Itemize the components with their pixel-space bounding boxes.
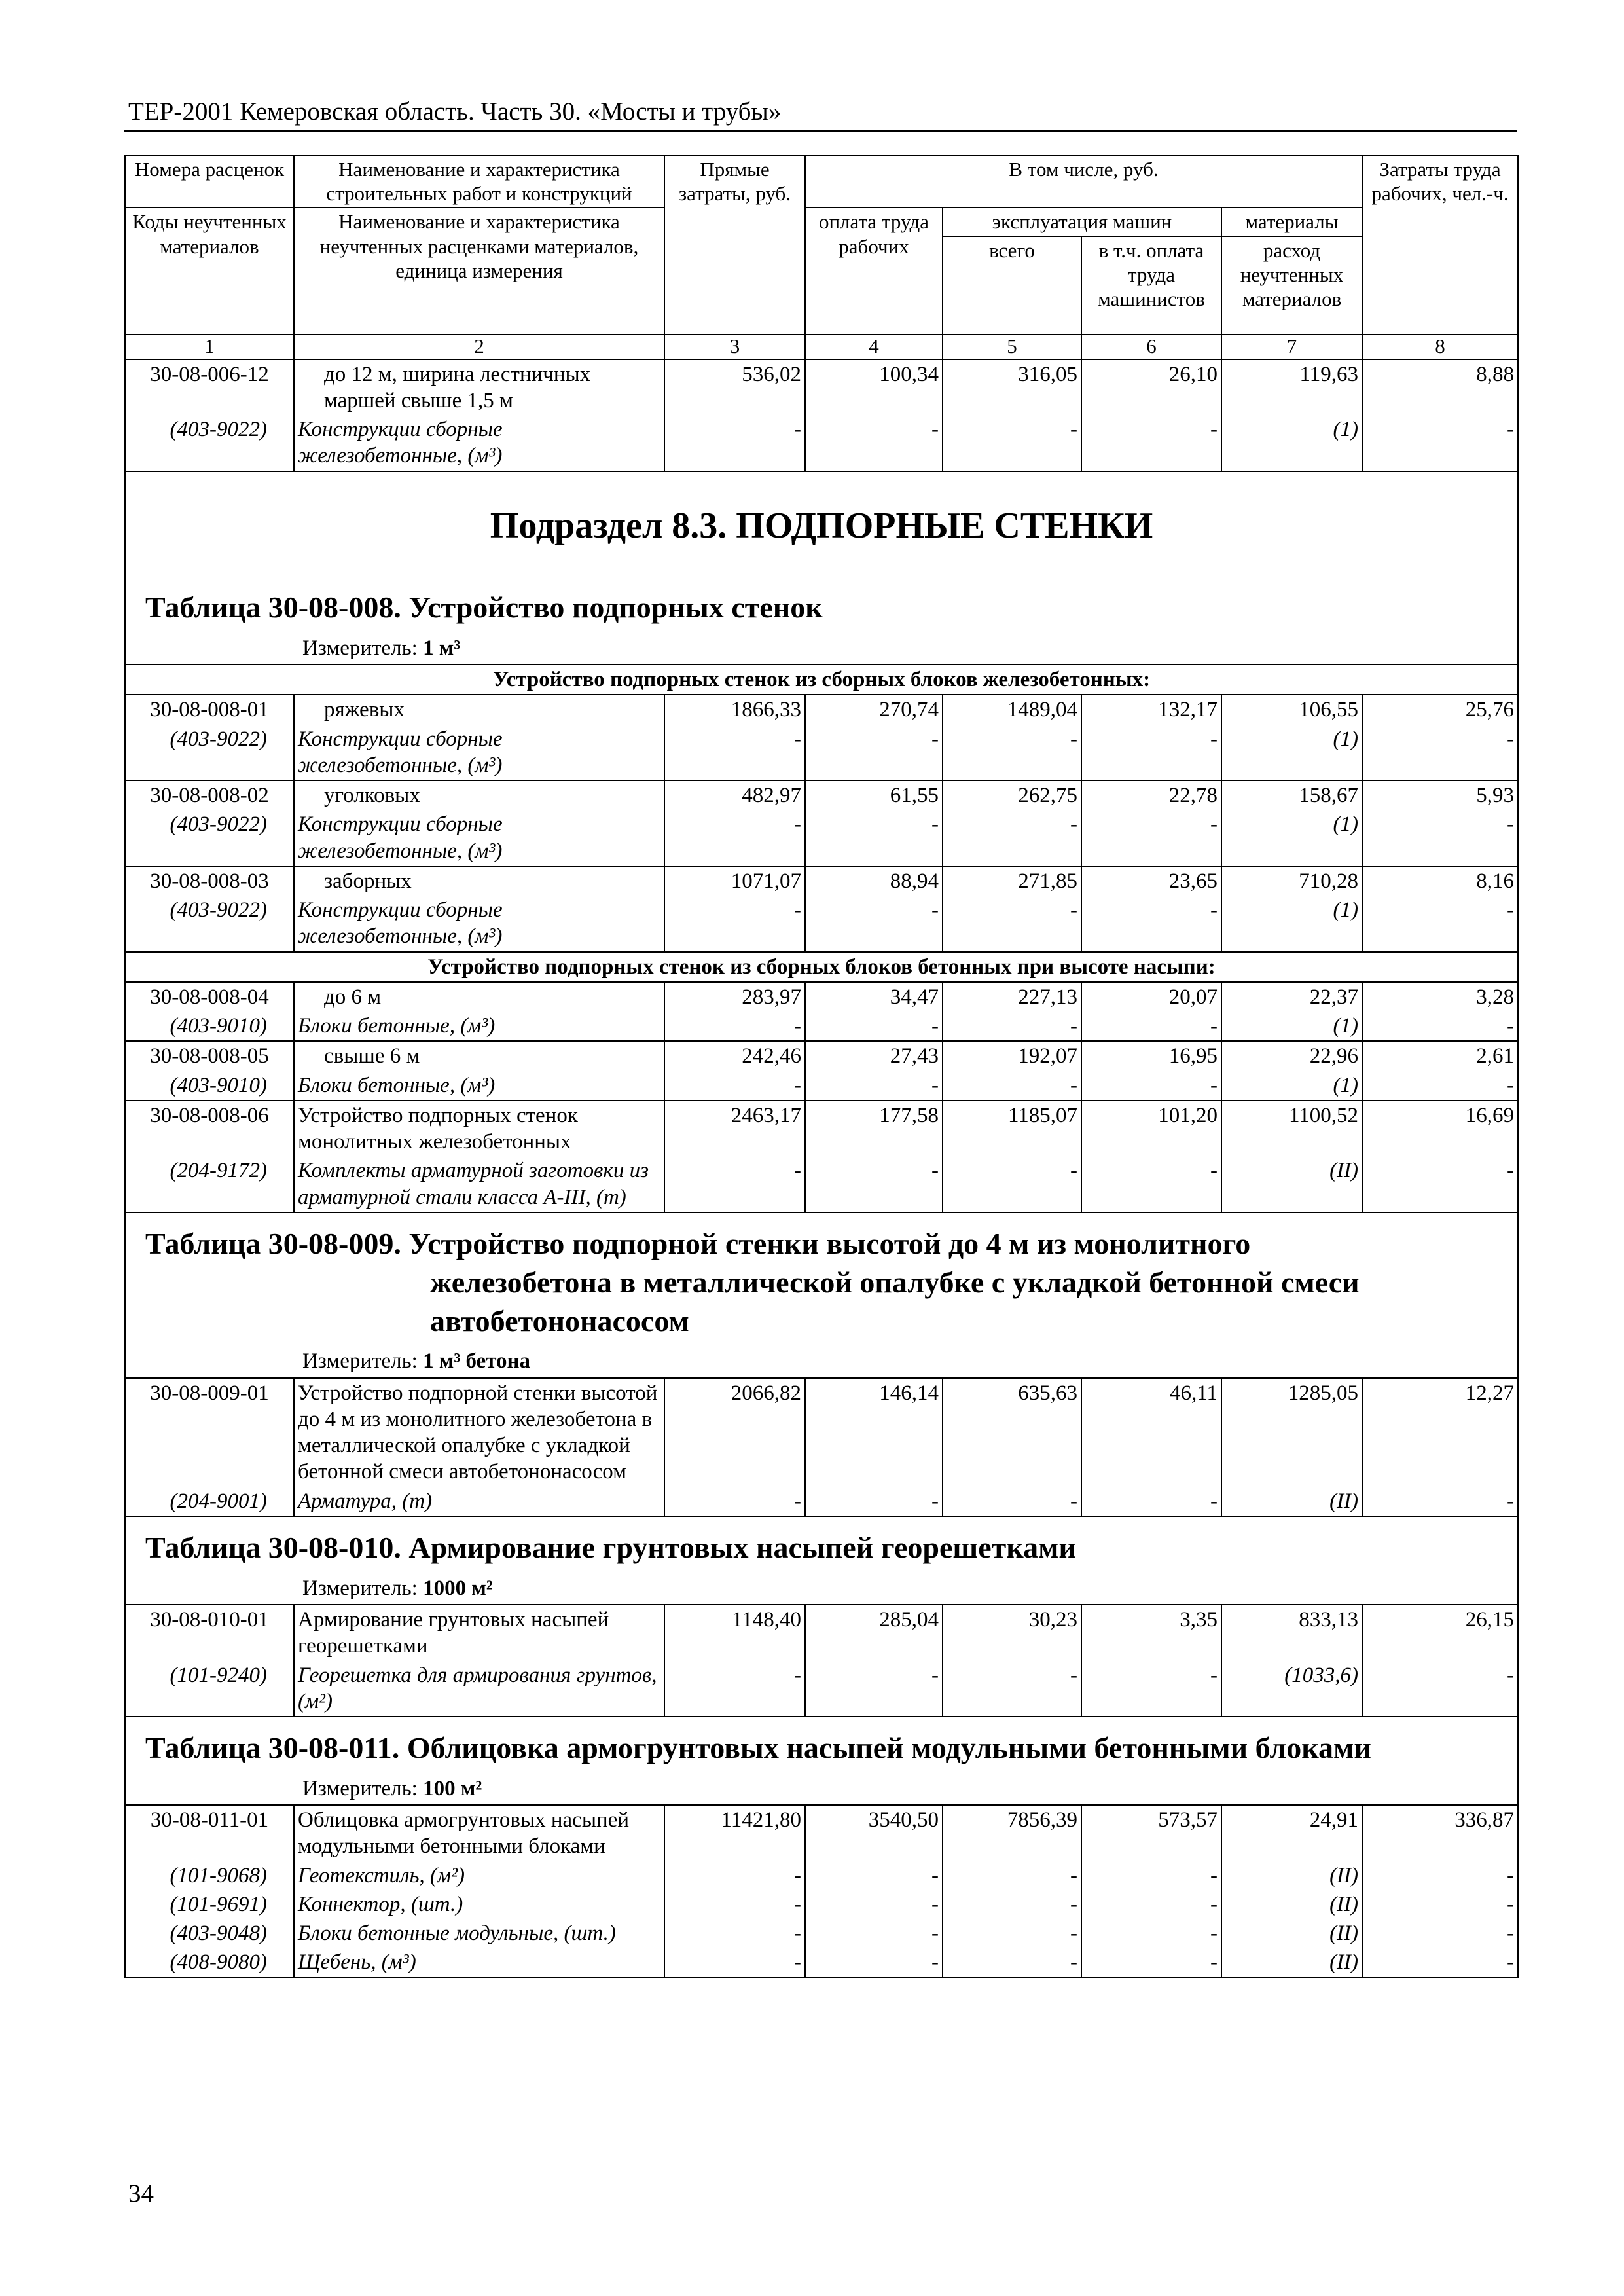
direct-costs-value: 2463,17: [664, 1101, 805, 1157]
worker-pay-value: 27,43: [805, 1041, 943, 1070]
machine-total-value: 7856,39: [943, 1805, 1081, 1861]
measurer-value: 1 м³ бетона: [423, 1349, 530, 1374]
materials-value: (1033,6): [1221, 1661, 1362, 1717]
machine-total-value: 262,75: [943, 780, 1081, 810]
material-name: Конструкции сборные железобетонные, (м³): [294, 725, 664, 781]
direct-costs-value: 242,46: [664, 1041, 805, 1070]
direct-costs-value: -: [664, 1661, 805, 1717]
direct-costs-value: -: [664, 725, 805, 781]
worker-pay-value: 88,94: [805, 866, 943, 896]
section-heading: [125, 471, 1518, 665]
material-row: [125, 1861, 1518, 1890]
materials-value: (1): [1221, 415, 1362, 471]
machinist-pay-value: 46,11: [1081, 1378, 1221, 1487]
worker-pay-value: 146,14: [805, 1378, 943, 1487]
labor-costs-value: 5,93: [1362, 780, 1518, 810]
materials-value: 1100,52: [1221, 1101, 1362, 1157]
labor-costs-value: -: [1362, 896, 1518, 952]
machine-total-value: -: [943, 415, 1081, 471]
rate-code: 30-08-008-05: [125, 1041, 294, 1070]
rate-name: Устройство подпорной стенки высотой до 4 м из монолитного железобетона в металлической опалубке с укладкой бетонной смеси автобетононасосом: [294, 1378, 664, 1487]
material-row: [125, 896, 1518, 952]
group-heading-row: [125, 665, 1518, 695]
machine-total-value: -: [943, 1861, 1081, 1890]
materials-value: 710,28: [1221, 866, 1362, 896]
header-rule: [124, 130, 1517, 132]
material-name: Конструкции сборные железобетонные, (м³): [294, 415, 664, 471]
material-code: (408-9080): [125, 1948, 294, 1977]
hdr-worker-pay: оплата труда рабочих: [805, 208, 943, 334]
table-title-label: Таблица 30-08-010.: [145, 1530, 401, 1564]
material-row: [125, 1071, 1518, 1101]
material-name: Конструкции сборные железобетонные, (м³): [294, 810, 664, 866]
direct-costs-value: -: [664, 1487, 805, 1516]
table-title-text: Облицовка армогрунтовых насыпей модульными бетонными блоками: [406, 1731, 1371, 1764]
machine-total-value: 635,63: [943, 1378, 1081, 1487]
rate-code: 30-08-008-02: [125, 780, 294, 810]
worker-pay-value: -: [805, 1861, 943, 1890]
machine-total-value: -: [943, 1071, 1081, 1101]
machinist-pay-value: -: [1081, 1156, 1221, 1212]
materials-value: (II): [1221, 1948, 1362, 1977]
material-code: (403-9022): [125, 896, 294, 952]
rate-name: уголковых: [294, 780, 664, 810]
rate-name: ряжевых: [294, 695, 664, 724]
material-code: (204-9001): [125, 1487, 294, 1516]
rate-row: [125, 1605, 1518, 1661]
measurer-label: Измеритель:: [302, 1349, 418, 1374]
col-number: 1: [125, 335, 294, 359]
worker-pay-value: -: [805, 1661, 943, 1717]
machine-total-value: -: [943, 1487, 1081, 1516]
machinist-pay-value: 573,57: [1081, 1805, 1221, 1861]
rate-code: 30-08-008-04: [125, 982, 294, 1011]
machine-total-value: -: [943, 896, 1081, 952]
worker-pay-value: 34,47: [805, 982, 943, 1011]
section-heading-row: [125, 1516, 1518, 1605]
price-table: [124, 155, 1519, 1978]
material-name: Геотекстиль, (м²): [294, 1861, 664, 1890]
labor-costs-value: -: [1362, 1919, 1518, 1948]
material-code: (403-9010): [125, 1071, 294, 1101]
labor-costs-value: -: [1362, 1156, 1518, 1212]
materials-value: 1285,05: [1221, 1378, 1362, 1487]
material-row: [125, 1011, 1518, 1041]
material-code: (101-9691): [125, 1890, 294, 1919]
direct-costs-value: -: [664, 1919, 805, 1948]
direct-costs-value: -: [664, 810, 805, 866]
machine-total-value: 192,07: [943, 1041, 1081, 1070]
machinist-pay-value: -: [1081, 1890, 1221, 1919]
rate-name: заборных: [294, 866, 664, 896]
group-heading-row: [125, 952, 1518, 982]
material-name: Блоки бетонные модульные, (шт.): [294, 1919, 664, 1948]
direct-costs-value: 2066,82: [664, 1378, 805, 1487]
col-number: 4: [805, 335, 943, 359]
hdr-materials-unaccounted: расход неучтенных материалов: [1221, 236, 1362, 335]
machinist-pay-value: 3,35: [1081, 1605, 1221, 1661]
direct-costs-value: 482,97: [664, 780, 805, 810]
col-number: 7: [1221, 335, 1362, 359]
worker-pay-value: -: [805, 896, 943, 952]
hdr-name-unaccounted: Наименование и характеристика неучтенных расценками материалов, единица измерения: [294, 208, 664, 334]
direct-costs-value: -: [664, 1948, 805, 1977]
section-heading: [125, 1212, 1518, 1378]
labor-costs-value: -: [1362, 415, 1518, 471]
measurer: [126, 632, 1517, 664]
material-code: (403-9022): [125, 415, 294, 471]
labor-costs-value: 3,28: [1362, 982, 1518, 1011]
rate-code: 30-08-010-01: [125, 1605, 294, 1661]
machinist-pay-value: 22,78: [1081, 780, 1221, 810]
measurer-label: Измеритель:: [302, 636, 418, 660]
table-title-text: Устройство подпорных стенок: [408, 590, 823, 624]
hdr-total: всего: [943, 236, 1081, 335]
section-heading: [125, 1717, 1518, 1805]
machine-total-value: 227,13: [943, 982, 1081, 1011]
measurer-label: Измеритель:: [302, 1576, 418, 1600]
subsection-title: Подраздел 8.3. ПОДПОРНЫЕ СТЕНКИ: [490, 505, 1153, 546]
section-heading-row: [125, 1717, 1518, 1805]
material-row: [125, 1156, 1518, 1212]
rate-row: [125, 1378, 1518, 1487]
direct-costs-value: 536,02: [664, 359, 805, 416]
table-title-label: Таблица 30-08-011.: [145, 1731, 400, 1764]
worker-pay-value: -: [805, 1919, 943, 1948]
machinist-pay-value: -: [1081, 1861, 1221, 1890]
col-number: 6: [1081, 335, 1221, 359]
labor-costs-value: -: [1362, 725, 1518, 781]
machinist-pay-value: -: [1081, 1948, 1221, 1977]
material-name: Коннектор, (шт.): [294, 1890, 664, 1919]
worker-pay-value: 100,34: [805, 359, 943, 416]
material-name: Комплекты арматурной заготовки из арматурной стали класса А-III, (т): [294, 1156, 664, 1212]
rate-row: [125, 359, 1518, 416]
direct-costs-value: 1148,40: [664, 1605, 805, 1661]
table-title-continuation: железобетона в металлической опалубке с укладкой бетонной смеси автобетононасосом: [430, 1265, 1360, 1338]
rate-name: Устройство подпорных стенок монолитных железобетонных: [294, 1101, 664, 1157]
measurer: [126, 1573, 1517, 1604]
machinist-pay-value: 26,10: [1081, 359, 1221, 416]
labor-costs-value: 12,27: [1362, 1378, 1518, 1487]
material-name: Арматура, (т): [294, 1487, 664, 1516]
labor-costs-value: 8,16: [1362, 866, 1518, 896]
direct-costs-value: 11421,80: [664, 1805, 805, 1861]
running-header: ТЕР-2001 Кемеровская область. Часть 30. «Мосты и трубы»: [128, 98, 782, 126]
material-row: [125, 1487, 1518, 1516]
machinist-pay-value: -: [1081, 725, 1221, 781]
rate-name: до 6 м: [294, 982, 664, 1011]
machinist-pay-value: 23,65: [1081, 866, 1221, 896]
machine-total-value: 1489,04: [943, 695, 1081, 724]
rate-row: [125, 982, 1518, 1011]
material-name: Блоки бетонные, (м³): [294, 1011, 664, 1041]
col-number: 2: [294, 335, 664, 359]
labor-costs-value: 26,15: [1362, 1605, 1518, 1661]
direct-costs-value: 1866,33: [664, 695, 805, 724]
labor-costs-value: -: [1362, 1861, 1518, 1890]
material-code: (101-9240): [125, 1661, 294, 1717]
measurer: [126, 1345, 1517, 1377]
machinist-pay-value: -: [1081, 1487, 1221, 1516]
machinist-pay-value: -: [1081, 415, 1221, 471]
material-code: (204-9172): [125, 1156, 294, 1212]
machine-total-value: -: [943, 1011, 1081, 1041]
rate-code: 30-08-006-12: [125, 359, 294, 416]
worker-pay-value: -: [805, 1948, 943, 1977]
rate-row: [125, 695, 1518, 724]
group-heading: Устройство подпорных стенок из сборных блоков железобетонных:: [125, 665, 1518, 695]
materials-value: 119,63: [1221, 359, 1362, 416]
measurer-value: 1000 м²: [423, 1576, 493, 1600]
worker-pay-value: -: [805, 415, 943, 471]
machinist-pay-value: -: [1081, 1661, 1221, 1717]
hdr-labor-costs: Затраты труда рабочих, чел.-ч.: [1362, 155, 1518, 335]
worker-pay-value: 61,55: [805, 780, 943, 810]
rate-name: Облицовка армогрунтовых насыпей модульными бетонными блоками: [294, 1805, 664, 1861]
material-row: [125, 810, 1518, 866]
table-title-text: Армирование грунтовых насыпей георешетками: [408, 1530, 1076, 1564]
worker-pay-value: -: [805, 810, 943, 866]
table-title: [126, 1517, 1517, 1573]
materials-value: 833,13: [1221, 1605, 1362, 1661]
rate-name: Армирование грунтовых насыпей георешетками: [294, 1605, 664, 1661]
material-name: Конструкции сборные железобетонные, (м³): [294, 896, 664, 952]
direct-costs-value: 1071,07: [664, 866, 805, 896]
labor-costs-value: 336,87: [1362, 1805, 1518, 1861]
rate-row: [125, 1101, 1518, 1157]
rate-code: 30-08-008-01: [125, 695, 294, 724]
materials-value: 22,96: [1221, 1041, 1362, 1070]
machinist-pay-value: 132,17: [1081, 695, 1221, 724]
materials-value: (II): [1221, 1156, 1362, 1212]
material-name: Блоки бетонные, (м³): [294, 1071, 664, 1101]
rate-code: 30-08-008-06: [125, 1101, 294, 1157]
worker-pay-value: -: [805, 1890, 943, 1919]
direct-costs-value: -: [664, 896, 805, 952]
materials-value: (II): [1221, 1919, 1362, 1948]
labor-costs-value: -: [1362, 810, 1518, 866]
worker-pay-value: -: [805, 1011, 943, 1041]
machine-total-value: 271,85: [943, 866, 1081, 896]
material-row: [125, 415, 1518, 471]
machine-total-value: -: [943, 810, 1081, 866]
measurer-value: 1 м³: [423, 636, 461, 660]
material-name: Георешетка для армирования грунтов, (м²): [294, 1661, 664, 1717]
material-row: [125, 1890, 1518, 1919]
machine-total-value: -: [943, 725, 1081, 781]
worker-pay-value: 3540,50: [805, 1805, 943, 1861]
materials-value: (II): [1221, 1890, 1362, 1919]
rate-row: [125, 866, 1518, 896]
materials-value: 106,55: [1221, 695, 1362, 724]
labor-costs-value: 16,69: [1362, 1101, 1518, 1157]
machine-total-value: -: [943, 1948, 1081, 1977]
labor-costs-value: 2,61: [1362, 1041, 1518, 1070]
machinist-pay-value: -: [1081, 1011, 1221, 1041]
materials-value: (II): [1221, 1487, 1362, 1516]
machine-total-value: -: [943, 1919, 1081, 1948]
table-title: [126, 1213, 1517, 1346]
rate-code: 30-08-011-01: [125, 1805, 294, 1861]
direct-costs-value: -: [664, 1156, 805, 1212]
direct-costs-value: -: [664, 1890, 805, 1919]
labor-costs-value: -: [1362, 1661, 1518, 1717]
rate-code: 30-08-008-03: [125, 866, 294, 896]
rate-name: свыше 6 м: [294, 1041, 664, 1070]
direct-costs-value: 283,97: [664, 982, 805, 1011]
col-number: 8: [1362, 335, 1518, 359]
machinist-pay-value: -: [1081, 1071, 1221, 1101]
material-row: [125, 1661, 1518, 1717]
machine-total-value: -: [943, 1661, 1081, 1717]
machinist-pay-value: 101,20: [1081, 1101, 1221, 1157]
materials-value: (1): [1221, 1011, 1362, 1041]
worker-pay-value: -: [805, 1071, 943, 1101]
material-row: [125, 725, 1518, 781]
rate-name: до 12 м, ширина лестничных маршей свыше 1,5 м: [294, 359, 664, 416]
material-row: [125, 1948, 1518, 1977]
material-code: (403-9022): [125, 725, 294, 781]
materials-value: (1): [1221, 810, 1362, 866]
materials-value: (1): [1221, 896, 1362, 952]
worker-pay-value: 177,58: [805, 1101, 943, 1157]
materials-value: (1): [1221, 725, 1362, 781]
col-number: 3: [664, 335, 805, 359]
rate-row: [125, 1041, 1518, 1070]
materials-value: (1): [1221, 1071, 1362, 1101]
section-heading-row: [125, 1212, 1518, 1378]
materials-value: (II): [1221, 1861, 1362, 1890]
hdr-incl-machinist-pay: в т.ч. оплата труда машинистов: [1081, 236, 1221, 335]
labor-costs-value: -: [1362, 1948, 1518, 1977]
material-code: (403-9010): [125, 1011, 294, 1041]
materials-value: 24,91: [1221, 1805, 1362, 1861]
labor-costs-value: -: [1362, 1011, 1518, 1041]
measurer-value: 100 м²: [423, 1776, 482, 1800]
direct-costs-value: -: [664, 1071, 805, 1101]
machine-total-value: -: [943, 1890, 1081, 1919]
machine-total-value: 30,23: [943, 1605, 1081, 1661]
materials-value: 158,67: [1221, 780, 1362, 810]
table-title: [126, 1717, 1517, 1773]
machine-total-value: 316,05: [943, 359, 1081, 416]
col-number: 5: [943, 335, 1081, 359]
measurer-label: Измеритель:: [302, 1776, 418, 1800]
rate-code: 30-08-009-01: [125, 1378, 294, 1487]
machinist-pay-value: -: [1081, 896, 1221, 952]
labor-costs-value: 8,88: [1362, 359, 1518, 416]
section-heading-row: [125, 471, 1518, 665]
page-number: 34: [128, 2179, 154, 2208]
machine-total-value: -: [943, 1156, 1081, 1212]
table-title-text: Устройство подпорной стенки высотой до 4 м из монолитного: [408, 1226, 1251, 1260]
materials-value: 22,37: [1221, 982, 1362, 1011]
labor-costs-value: -: [1362, 1071, 1518, 1101]
measurer: [126, 1773, 1517, 1804]
direct-costs-value: -: [664, 415, 805, 471]
hdr-machine-ops: эксплуатация машин: [943, 208, 1221, 236]
material-code: (403-9048): [125, 1919, 294, 1948]
material-row: [125, 1919, 1518, 1948]
hdr-name-characteristics: Наименование и характеристика строительных работ и конструкций: [294, 155, 664, 208]
hdr-codes-unaccounted: Коды неучтенных материалов: [125, 208, 294, 334]
hdr-materials: материалы: [1221, 208, 1362, 236]
direct-costs-value: -: [664, 1861, 805, 1890]
table-title-label: Таблица 30-08-009.: [145, 1226, 401, 1260]
material-code: (101-9068): [125, 1861, 294, 1890]
hdr-rate-numbers: Номера расценок: [125, 155, 294, 208]
rate-row: [125, 780, 1518, 810]
rate-row: [125, 1805, 1518, 1861]
direct-costs-value: -: [664, 1011, 805, 1041]
machinist-pay-value: 20,07: [1081, 982, 1221, 1011]
hdr-direct-costs: Прямые затраты, руб.: [664, 155, 805, 335]
worker-pay-value: 270,74: [805, 695, 943, 724]
machinist-pay-value: -: [1081, 1919, 1221, 1948]
material-name: Щебень, (м³): [294, 1948, 664, 1977]
section-heading: [125, 1516, 1518, 1605]
worker-pay-value: -: [805, 725, 943, 781]
material-code: (403-9022): [125, 810, 294, 866]
machinist-pay-value: -: [1081, 810, 1221, 866]
group-heading: Устройство подпорных стенок из сборных блоков бетонных при высоте насыпи:: [125, 952, 1518, 982]
hdr-including: В том числе, руб.: [805, 155, 1362, 208]
machinist-pay-value: 16,95: [1081, 1041, 1221, 1070]
table-title-label: Таблица 30-08-008.: [145, 590, 401, 624]
labor-costs-value: 25,76: [1362, 695, 1518, 724]
worker-pay-value: -: [805, 1487, 943, 1516]
labor-costs-value: -: [1362, 1890, 1518, 1919]
worker-pay-value: -: [805, 1156, 943, 1212]
machine-total-value: 1185,07: [943, 1101, 1081, 1157]
table-title: [126, 577, 1517, 632]
worker-pay-value: 285,04: [805, 1605, 943, 1661]
labor-costs-value: -: [1362, 1487, 1518, 1516]
